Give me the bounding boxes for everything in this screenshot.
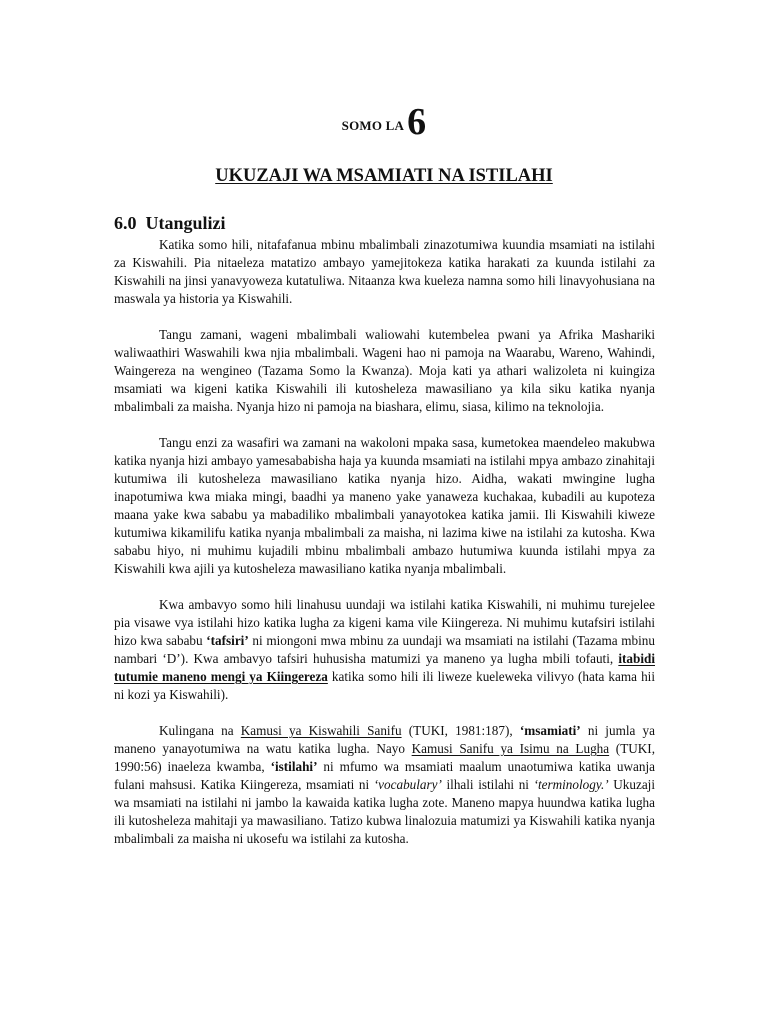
page-title: UKUZAJI WA MSAMIATI NA ISTILAHI [215, 166, 553, 186]
paragraph-5 [114, 722, 655, 848]
paragraph-5-text-c: (TUKI, 1981:187), [401, 723, 520, 738]
paragraph-4-text-c: ni miongoni mwa mbinu za uundaji wa msamiati na istilahi (Tazama mbinu nambari ‘D’). Kwa ambavyo tafsiri huhusisha matumizi ya maneno ya lugha mbili tofauti, [114, 633, 655, 666]
paragraph-1: Katika somo hili, nitafafanua mbinu mbalimbali zinazotumiwa kuundia msamiati na istilahi za Kiswahili. Pia nitaeleza matatizo ambayo yamejitokeza katika harakati za kuunda istilahi za Kiswahili na jinsi yanavyoweza kutatuliwa. Nitaanza kwa kueleza namna somo hili linavyohusiana na maswala ya historia ya Kiswahili. [114, 237, 655, 306]
paragraph-2: Tangu zamani, wageni mbalimbali waliowahi kutembelea pwani ya Afrika Mashariki waliwaathiri Waswahili kwa njia mbalimbali. Wageni hao ni pamoja na Waarabu, Wareno, Wahindi, Waingereza na wengineo (Tazama Somo la Kwanza). Moja kati ya athari walizoleta ni kuingiza msamiati wa kigeni katika Kiswahili ili kutosheleza mawasiliano ya kila siku katika nyanja mbalimbali za maisha. Nyanja hizo ni pamoja na biashara, elimu, siasa, kilimo na teknolojia. [114, 327, 655, 414]
lesson-number: 6 [407, 101, 427, 143]
paragraph-3: Tangu enzi za wasafiri wa zamani na wakoloni mpaka sasa, kumetokea maendeleo makubwa katika nyanja hizi ambayo yamesababisha haja ya kuunda msamiati na istilahi mpya ambazo zinahitaji kutumiwa ili kutosheleza mawasiliano katika nyanja hizo. Aidha, wakati mwingine lugha inapotumiwa kwa miaka mingi, baadhi ya maneno yake yanaweza kuchakaa, kubadili au kupoteza maana yake kwa sababu ya mabadiliko mbalimbali yanayotokea katika jamii. Ili Kiswahili kiweze kutumiwa kikamilifu katika nyanja mbalimbali za maisha, ni lazima kiwe na istilahi za kutosha. Kwa sababu hiyo, ni muhimu kujadili mbinu mbalimbali ambazo hutumiwa kuunda istilahi mpya za Kiswahili kwa ajili ya kutosheleza mawasiliano katika nyanja mbalimbali. [114, 435, 655, 576]
term-msamiati: ‘msamiati’ [519, 723, 581, 738]
term-istilahi: ‘istilahi’ [270, 759, 318, 774]
paragraph-5-text-e: ni jumla ya maneno yanayotumiwa na watu katika lugha. Nayo [114, 723, 655, 756]
paragraph-5-text-k: ilhali istilahi ni [441, 777, 534, 792]
paragraph-4-text-a: Kwa ambavyo somo hili linahusu uundaji wa istilahi katika Kiswahili, ni muhimu turejelee pia visawe vya istilahi hizo katika lugha za kigeni kama vile Kiingereza. Ni muhimu kutafsiri istilahi hizo kwa sababu [114, 597, 655, 648]
paragraph-5-text-a: Kulingana na [159, 723, 241, 738]
paragraph-5-text-m: Ukuzaji wa msamiati na istilahi ni jambo la kawaida katika lugha zote. Maneno mapya huundwa katika lugha ili kutosheleza mahitaji ya mawasiliano. Tatizo kubwa linalozuia matumizi ya Kiswahili katika nyanja mbalimbali za maisha ni ukosefu wa istilahi za kutosha. [114, 777, 656, 846]
paragraph-5-text-i: ni mfumo wa msamiati maalum unaotumiwa katika uwanja fulani mahsusi. Katika Kiingereza, msamiati ni [114, 759, 655, 792]
term-terminology: ‘terminology.’ [533, 777, 609, 792]
section-title: Utangulizi [145, 213, 226, 233]
paragraph-4-text-e: katika somo hili ili liweze kueleweka vilivyo (hata kama hii ni kozi ya Kiswahili). [114, 669, 655, 702]
citation-kamusi-isimu: Kamusi Sanifu ya Isimu na Lugha [411, 741, 610, 756]
lesson-label-text: SOMO LA [341, 118, 405, 133]
body-text [114, 236, 655, 866]
section-heading [114, 213, 226, 234]
term-tafsiri: ‘tafsiri’ [206, 633, 249, 648]
section-number: 6.0 [114, 213, 137, 233]
paragraph-5-text-g: (TUKI, 1990:56) inaeleza kwamba, [114, 741, 655, 774]
lesson-label [0, 100, 768, 144]
emphasis-english-words: itabidi tutumie maneno mengi ya Kiingereza [114, 651, 655, 684]
paragraph-4 [114, 596, 655, 704]
citation-kamusi-sanifu: Kamusi ya Kiswahili Sanifu [240, 723, 402, 738]
term-vocabulary: ‘vocabulary’ [373, 777, 442, 792]
